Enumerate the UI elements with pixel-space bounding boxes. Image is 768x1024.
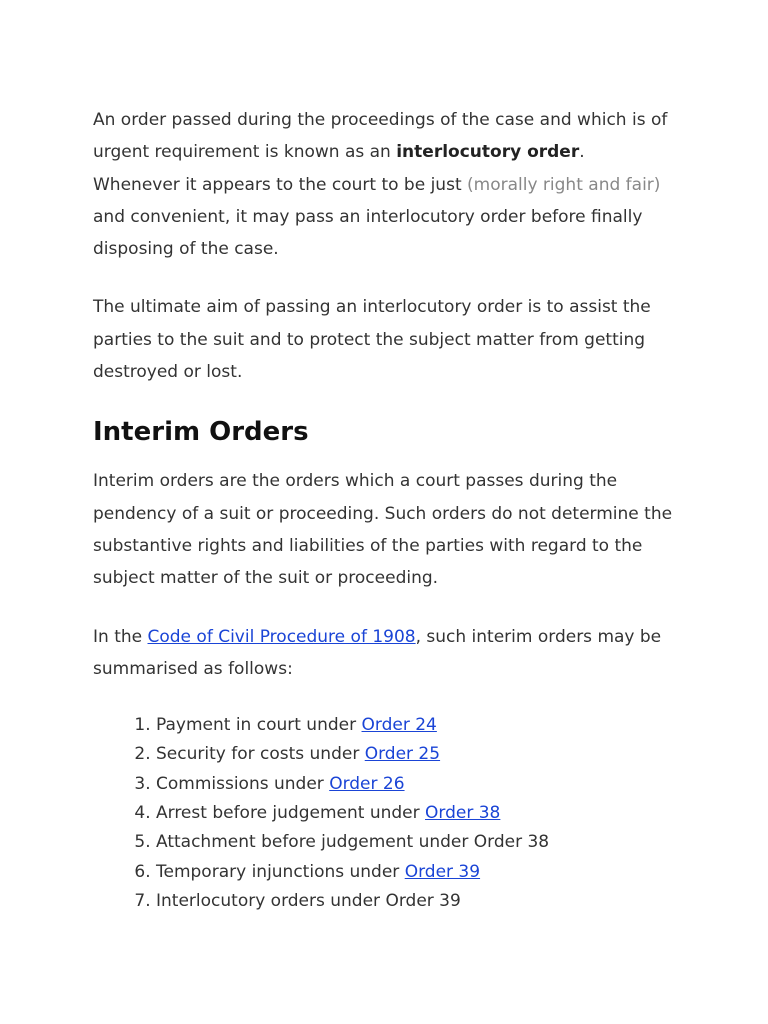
- interim-paragraph-2: [93, 621, 673, 686]
- interim-paragraph-1: Interim orders are the orders which a court passes during the pendency of a suit or proceeding. Such orders do not determine the substantive rights and liabilities of the parties with regard to the subject matter of the suit or proceeding.: [93, 471, 673, 589]
- definition-note: (morally right and fair): [467, 174, 661, 195]
- interim-text-1: In the: [93, 626, 148, 647]
- list-item-text: Temporary injunctions under: [156, 861, 405, 882]
- order-25-link[interactable]: Order 25: [364, 744, 441, 765]
- list-item-text: Commissions under: [156, 773, 330, 794]
- intro-paragraph-1: [93, 104, 673, 265]
- list-item: [156, 887, 673, 916]
- order-38-link[interactable]: Order 38: [425, 803, 501, 824]
- list-item-text: Interlocutory orders under Order 39: [156, 890, 461, 911]
- list-item: [156, 799, 673, 828]
- list-item: [156, 740, 673, 769]
- article-body: [93, 104, 673, 916]
- intro-paragraph-2: The ultimate aim of passing an interlocutory order is to assist the parties to the suit and to protect the subject matter from getting destroyed or lost.: [93, 297, 651, 383]
- list-item: [156, 770, 673, 799]
- list-item-text: Arrest before judgement under: [156, 803, 426, 824]
- cpc-1908-link[interactable]: Code of Civil Procedure of 1908: [147, 626, 416, 647]
- order-24-link[interactable]: Order 24: [361, 715, 437, 736]
- interim-text-2: , such interim orders may be summarised as follows:: [93, 626, 662, 679]
- interlocutory-order-term: interlocutory order: [396, 142, 580, 163]
- intro-text-2: . Whenever it appears to the court to be just: [93, 142, 585, 195]
- order-39-link[interactable]: Order 39: [404, 861, 481, 882]
- interim-orders-list: [93, 711, 673, 916]
- list-item-text: Security for costs under: [156, 744, 365, 765]
- section-heading-interim-orders: Interim Orders: [93, 417, 309, 448]
- list-item: [156, 858, 673, 887]
- list-item: [156, 828, 673, 857]
- intro-text-1: An order passed during the proceedings of the case and which is of urgent requirement is known as an: [93, 110, 668, 163]
- order-26-link[interactable]: Order 26: [329, 773, 405, 794]
- intro-text-3: and convenient, it may pass an interlocutory order before finally disposing of the case.: [93, 206, 643, 260]
- list-item: [156, 711, 673, 740]
- list-item-text: Payment in court under: [156, 715, 362, 736]
- list-item-text: Attachment before judgement under Order 38: [156, 832, 550, 853]
